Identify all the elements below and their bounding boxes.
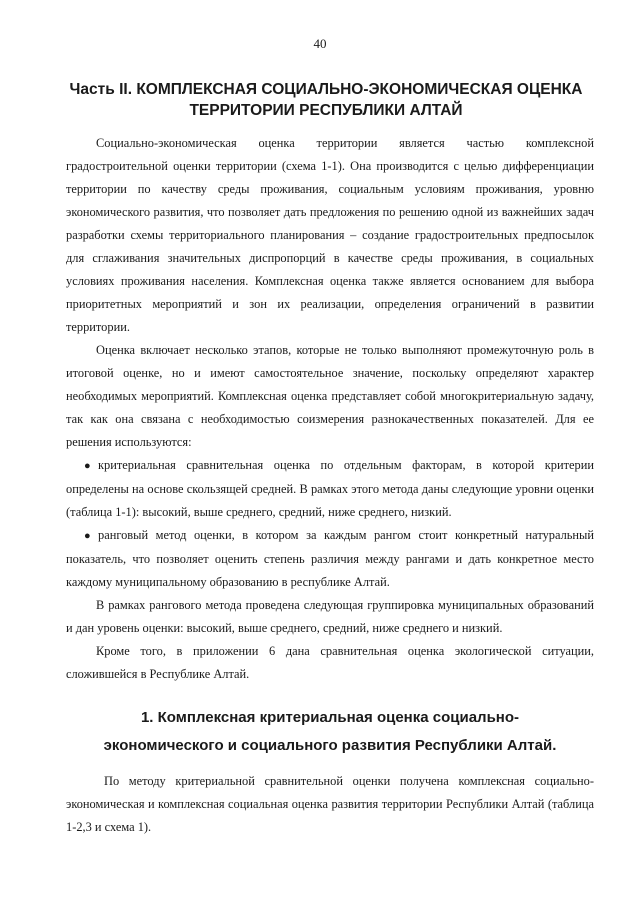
part-title-line-1: Часть II. КОМПЛЕКСНАЯ СОЦИАЛЬНО-ЭКОНОМИЧЕСКАЯ ОЦЕНКА bbox=[69, 81, 583, 98]
part-title bbox=[66, 79, 586, 121]
bullet-icon: ● bbox=[84, 460, 91, 472]
bullet-item-criteria bbox=[66, 454, 594, 524]
paragraph-method-result: По методу критериальной сравнительной оценки получена комплексная социально-экономическая и комплексная социальная оценка развития территории Республики Алтай (таблица 1-2,3 и схема 1). bbox=[66, 774, 594, 834]
page-number: 40 bbox=[313, 36, 327, 51]
bullet-icon: ● bbox=[84, 530, 91, 542]
paragraph-appendix: Кроме того, в приложении 6 дана сравнительная оценка экологической ситуации, сложившейся в Республике Алтай. bbox=[66, 644, 594, 681]
section-title-line-2: экономического и социального развития Республики Алтай. bbox=[103, 737, 557, 754]
body-text bbox=[66, 132, 594, 686]
bullet-text-rank: ранговый метод оценки, в котором за каждым рангом стоит конкретный натуральный показатель, что позволяет оценить степень различия между рангами и дать конкретное место каждому муниципальному образованию в республике Алтай. bbox=[66, 528, 594, 589]
section-title bbox=[66, 704, 594, 760]
part-title-line-2: ТЕРРИТОРИИ РЕСПУБЛИКИ АЛТАЙ bbox=[189, 102, 463, 119]
bullet-item-rank bbox=[66, 524, 594, 594]
paragraph-intro: Социально-экономическая оценка территории является частью комплексной градостроительной оценки территории (схема 1-1). Она производится с целью дифференциации территории по качеству среды проживания, социальным условиям проживания, уровню экономического развития, что позволяет дать предложения по решению одной из важнейших задач разработки схемы территориального планирования – создание градостроительных предпосылок для сглаживания значительных диспропорций в качестве среды проживания, в социальных условиях проживания населения. Комплексная оценка также является основанием для выбора приоритетных мероприятий и зон их реализации, определения ограничений в развитии территории. bbox=[66, 136, 594, 334]
paragraph-stages: Оценка включает несколько этапов, которые не только выполняют промежуточную роль в итоговой оценке, но и имеют самостоятельное значение, поскольку определяют характер необходимых мероприятий. Комплексная оценка представляет собой многокритериальную задачу, так как она связана с необходимостью соизмерения разнокачественных показателей. Для ее решения используются: bbox=[66, 343, 594, 449]
paragraph-grouping: В рамках рангового метода проведена следующая группировка муниципальных образований и дан уровень оценки: высокий, выше среднего, средний, ниже среднего и низкий. bbox=[66, 598, 594, 635]
final-text bbox=[66, 770, 594, 839]
section-title-line-1: 1. Комплексная критериальная оценка социально- bbox=[140, 709, 520, 726]
bullet-text-criteria: критериальная сравнительная оценка по отдельным факторам, в которой критерии определены на основе скользящей средней. В рамках этого метода даны следующие уровни оценки (таблица 1-1): высокий, выше среднего, средний, ниже среднего, низкий. bbox=[66, 458, 594, 519]
